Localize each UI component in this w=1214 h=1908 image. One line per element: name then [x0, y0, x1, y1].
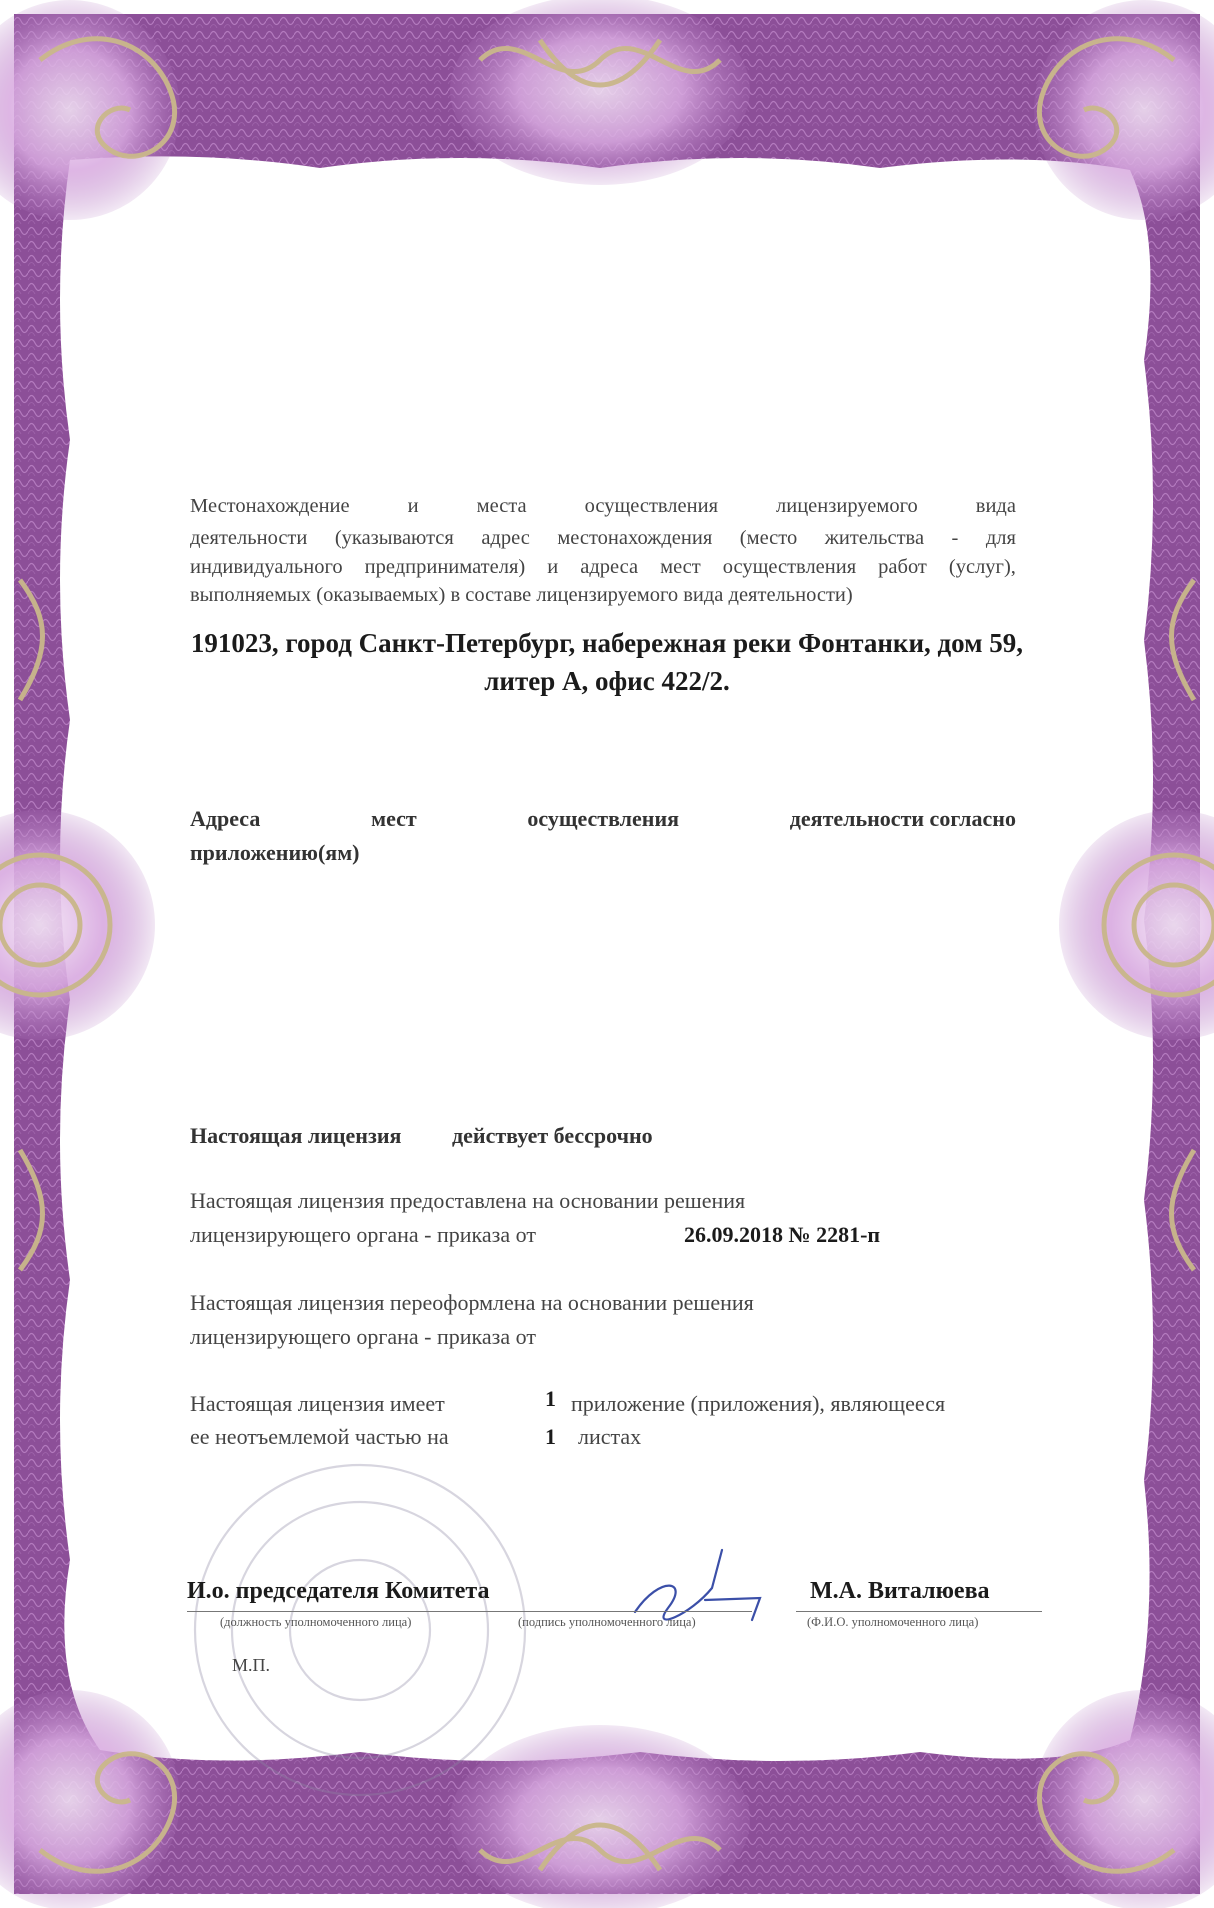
signatory-name: М.А. Виталюева: [810, 1578, 990, 1604]
reissued-line-2: лицензирующего органа - приказа от: [190, 1324, 536, 1349]
validity-value: действует бессрочно: [452, 1123, 653, 1148]
order-number: 26.09.2018 № 2281-п: [684, 1222, 881, 1247]
name-underline: [796, 1611, 1042, 1612]
name-caption: (Ф.И.О. уполномоченного лица): [807, 1615, 979, 1629]
appendix-sheets: 1: [545, 1424, 556, 1449]
granted-line-2: лицензирующего органа - приказа от: [190, 1222, 536, 1247]
appendix-line-1-prefix: Настоящая лицензия имеет: [190, 1391, 445, 1416]
validity-label: Настоящая лицензия: [190, 1123, 402, 1148]
address-line-1: 191023, город Санкт-Петербург, набережная реки Фонтанки, дом 59,: [190, 628, 1024, 658]
location-desc-line: Местонахождение и места осуществления лицензируемого вида: [190, 495, 1016, 517]
stamp-mark-label: М.П.: [232, 1655, 271, 1675]
places-heading-line2: приложению(ям): [190, 840, 360, 865]
appendix-line-2-suffix: листах: [578, 1424, 642, 1449]
appendix-count: 1: [545, 1386, 556, 1411]
appendix-line-1-suffix: приложение (приложения), являющееся: [571, 1391, 946, 1416]
location-desc-line: индивидуального предпринимателя) и адреса мест осуществления работ (услуг),: [190, 556, 1016, 578]
position-underline: [187, 1611, 567, 1612]
signatory-position: И.о. председателя Комитета: [187, 1578, 490, 1604]
address-line-2: литер А, офис 422/2.: [484, 666, 730, 696]
granted-line-1: Настоящая лицензия предоставлена на основании решения: [190, 1188, 746, 1213]
appendix-line-2-prefix: ее неотъемлемой частью на: [190, 1424, 449, 1449]
location-desc-line: выполняемых (оказываемых) в составе лицензируемого вида деятельности): [190, 584, 853, 606]
signature-underline: [512, 1611, 752, 1612]
reissued-line-1: Настоящая лицензия переоформлена на основании решения: [190, 1290, 754, 1315]
signature-mark: [635, 1550, 760, 1620]
signature-caption: (подпись уполномоченного лица): [518, 1615, 696, 1629]
position-caption: (должность уполномоченного лица): [220, 1615, 412, 1629]
places-heading: Адреса мест осуществления деятельности согласно: [190, 806, 1016, 831]
location-desc-line: деятельности (указываются адрес местонахождения (место жительства - для: [190, 527, 1016, 549]
